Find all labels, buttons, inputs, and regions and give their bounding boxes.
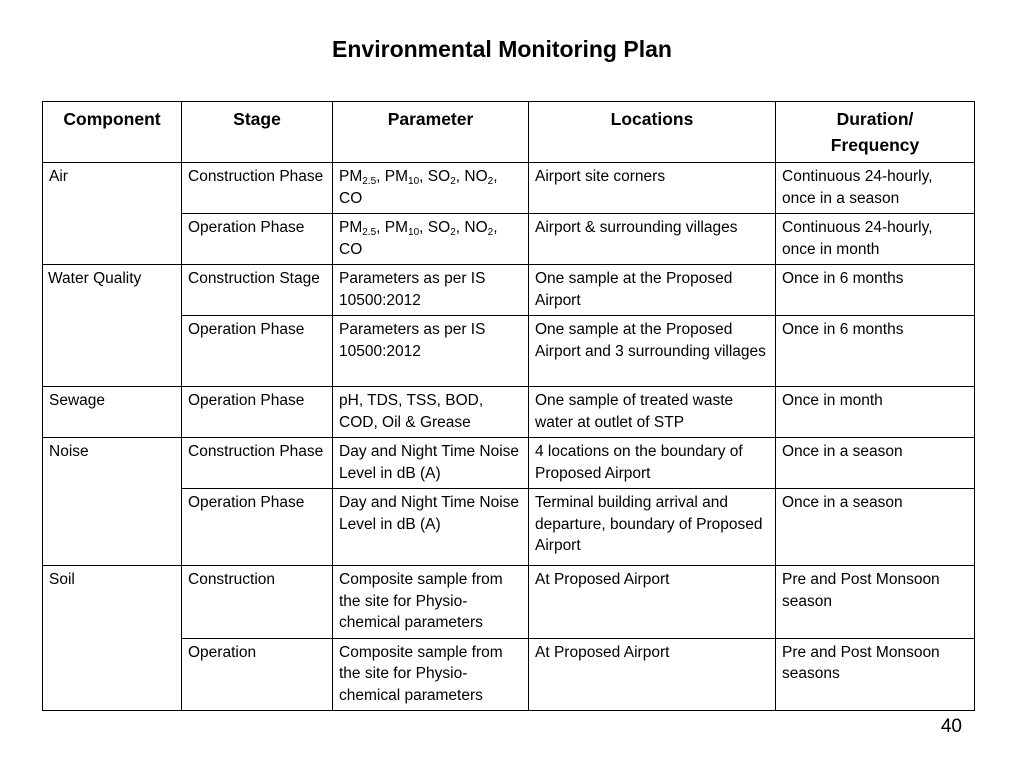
stage-cell: Operation Phase — [182, 489, 333, 566]
duration-cell: Pre and Post Monsoon season — [776, 566, 975, 639]
duration-cell: Pre and Post Monsoon seasons — [776, 638, 975, 711]
parameter-cell: Parameters as per IS 10500:2012 — [333, 316, 529, 387]
table-row — [43, 214, 975, 265]
stage-cell: Operation — [182, 638, 333, 711]
locations-cell: Airport & surrounding villages — [529, 214, 776, 265]
parameter-cell: Composite sample from the site for Physio-chemical parameters — [333, 566, 529, 639]
page-number: 40 — [940, 716, 962, 737]
parameter-cell: Day and Night Time Noise Level in dB (A) — [333, 438, 529, 489]
header-row — [43, 102, 975, 163]
table-row — [43, 316, 975, 387]
page-title: Environmental Monitoring Plan — [332, 36, 672, 62]
locations-cell: Terminal building arrival and departure, boundary of Proposed Airport — [529, 489, 776, 566]
table-row — [43, 438, 975, 489]
parameter-cell: $PM_{2.5}$, $PM_{10}$, $SO_2$, $NO_2$, CO — [333, 163, 529, 214]
stage-cell: Construction Phase — [182, 438, 333, 489]
header-locations: Locations — [529, 102, 776, 163]
header-component: Component — [43, 102, 182, 163]
table-row — [43, 163, 975, 214]
locations-cell: At Proposed Airport — [529, 638, 776, 711]
header-duration: Duration/ Frequency — [776, 102, 975, 163]
duration-cell: Continuous 24-hourly, once in month — [776, 214, 975, 265]
component-water-quality: Water Quality — [43, 265, 182, 387]
locations-cell: 4 locations on the boundary of Proposed Airport — [529, 438, 776, 489]
component-soil: Soil — [43, 566, 182, 711]
duration-cell: Once in 6 months — [776, 265, 975, 316]
header-parameter: Parameter — [333, 102, 529, 163]
stage-cell: Operation Phase — [182, 214, 333, 265]
component-noise: Noise — [43, 438, 182, 566]
locations-cell: Airport site corners — [529, 163, 776, 214]
duration-cell: Once in a season — [776, 489, 975, 566]
parameter-cell: Parameters as per IS 10500:2012 — [333, 265, 529, 316]
locations-cell: One sample at the Proposed Airport and 3 surrounding villages — [529, 316, 776, 387]
parameter-cell: Composite sample from the site for Physio-chemical parameters — [333, 638, 529, 711]
table-row — [43, 387, 975, 438]
table-row — [43, 489, 975, 566]
locations-cell: One sample at the Proposed Airport — [529, 265, 776, 316]
header-stage: Stage — [182, 102, 333, 163]
stage-cell: Construction Stage — [182, 265, 333, 316]
table-row — [43, 638, 975, 711]
component-air: Air — [43, 163, 182, 265]
table-row — [43, 566, 975, 639]
duration-cell: Once in month — [776, 387, 975, 438]
component-sewage: Sewage — [43, 387, 182, 438]
stage-cell: Operation Phase — [182, 316, 333, 387]
locations-cell: At Proposed Airport — [529, 566, 776, 639]
table-row — [43, 265, 975, 316]
stage-cell: Construction — [182, 566, 333, 639]
monitoring-table — [42, 101, 975, 711]
parameter-cell: Day and Night Time Noise Level in dB (A) — [333, 489, 529, 566]
locations-cell: One sample of treated waste water at outlet of STP — [529, 387, 776, 438]
duration-cell: Continuous 24-hourly, once in a season — [776, 163, 975, 214]
duration-cell: Once in a season — [776, 438, 975, 489]
stage-cell: Operation Phase — [182, 387, 333, 438]
duration-cell: Once in 6 months — [776, 316, 975, 387]
parameter-cell: $PM_{2.5}$, $PM_{10}$, $SO_2$, $NO_2$, CO — [333, 214, 529, 265]
parameter-cell: pH, TDS, TSS, BOD, COD, Oil & Grease — [333, 387, 529, 438]
stage-cell: Construction Phase — [182, 163, 333, 214]
